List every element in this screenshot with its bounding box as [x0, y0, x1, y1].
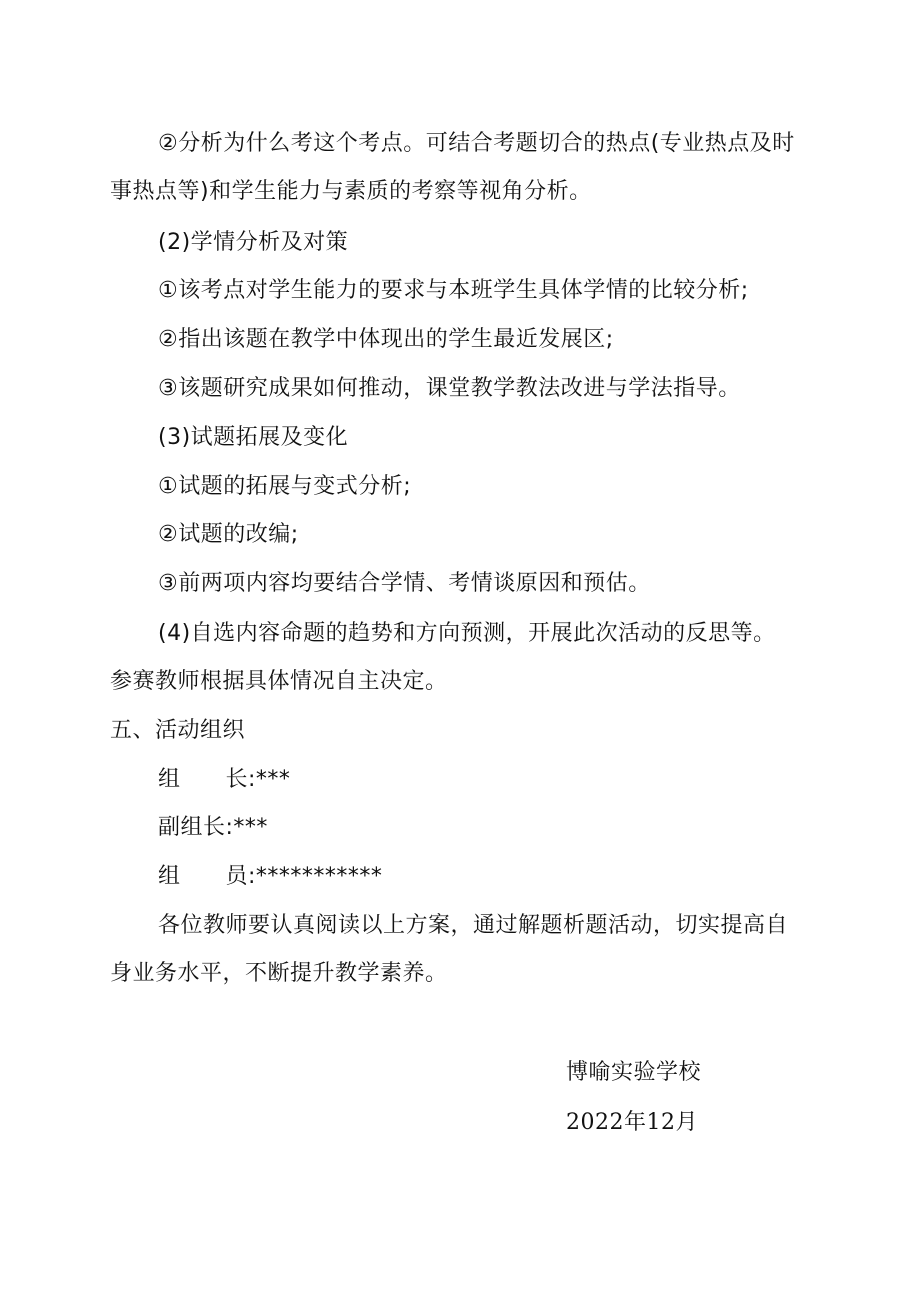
leader-value: *** [255, 767, 291, 792]
deputy-leader-value: *** [233, 815, 268, 840]
leader-label: 组 长: [158, 767, 256, 792]
section-3-item-3: ③前两项内容均要结合学情、考情谈原因和预估。 [158, 571, 651, 596]
section-2-item-2: ②指出该题在教学中体现出的学生最近发展区; [158, 327, 614, 352]
signature-school: 博喻实验学校 [566, 1060, 702, 1085]
section-2-item-1: ①该考点对学生能力的要求与本班学生具体学情的比较分析; [158, 278, 749, 303]
section-4-line-2: 参赛教师根据具体情况自主决定。 [110, 669, 448, 694]
section-2-item-3: ③该题研究成果如何推动，课堂教学教法改进与学法指导。 [158, 376, 741, 401]
analysis-item-2-line-1: ②分析为什么考这个考点。可结合考题切合的热点(专业热点及时 [158, 131, 795, 156]
deputy-leader-row [158, 813, 268, 843]
analysis-item-2-line-2: 事热点等)和学生能力与素质的考察等视角分析。 [110, 179, 592, 204]
member-value: *********** [255, 864, 383, 889]
member-label: 组 员: [158, 864, 256, 889]
section-2-heading: (2)学情分析及对策 [158, 230, 349, 255]
signature-date: 2022年12月 [566, 1110, 698, 1135]
closing-line-2: 身业务水平，不断提升教学素养。 [110, 961, 448, 986]
section-3-heading: (3)试题拓展及变化 [158, 425, 349, 450]
section-3-item-1: ①试题的拓展与变式分析; [158, 474, 412, 499]
section-3-item-2: ②试题的改编; [158, 522, 299, 547]
deputy-leader-label: 副组长: [158, 815, 234, 840]
leader-row [158, 765, 290, 795]
closing-line-1: 各位教师要认真阅读以上方案，通过解题析题活动，切实提高自 [158, 913, 789, 938]
section-4-line-1: (4)自选内容命题的趋势和方向预测，开展此次活动的反思等。 [158, 621, 776, 646]
member-row [158, 862, 382, 892]
chapter-5-heading: 五、活动组织 [110, 718, 246, 743]
